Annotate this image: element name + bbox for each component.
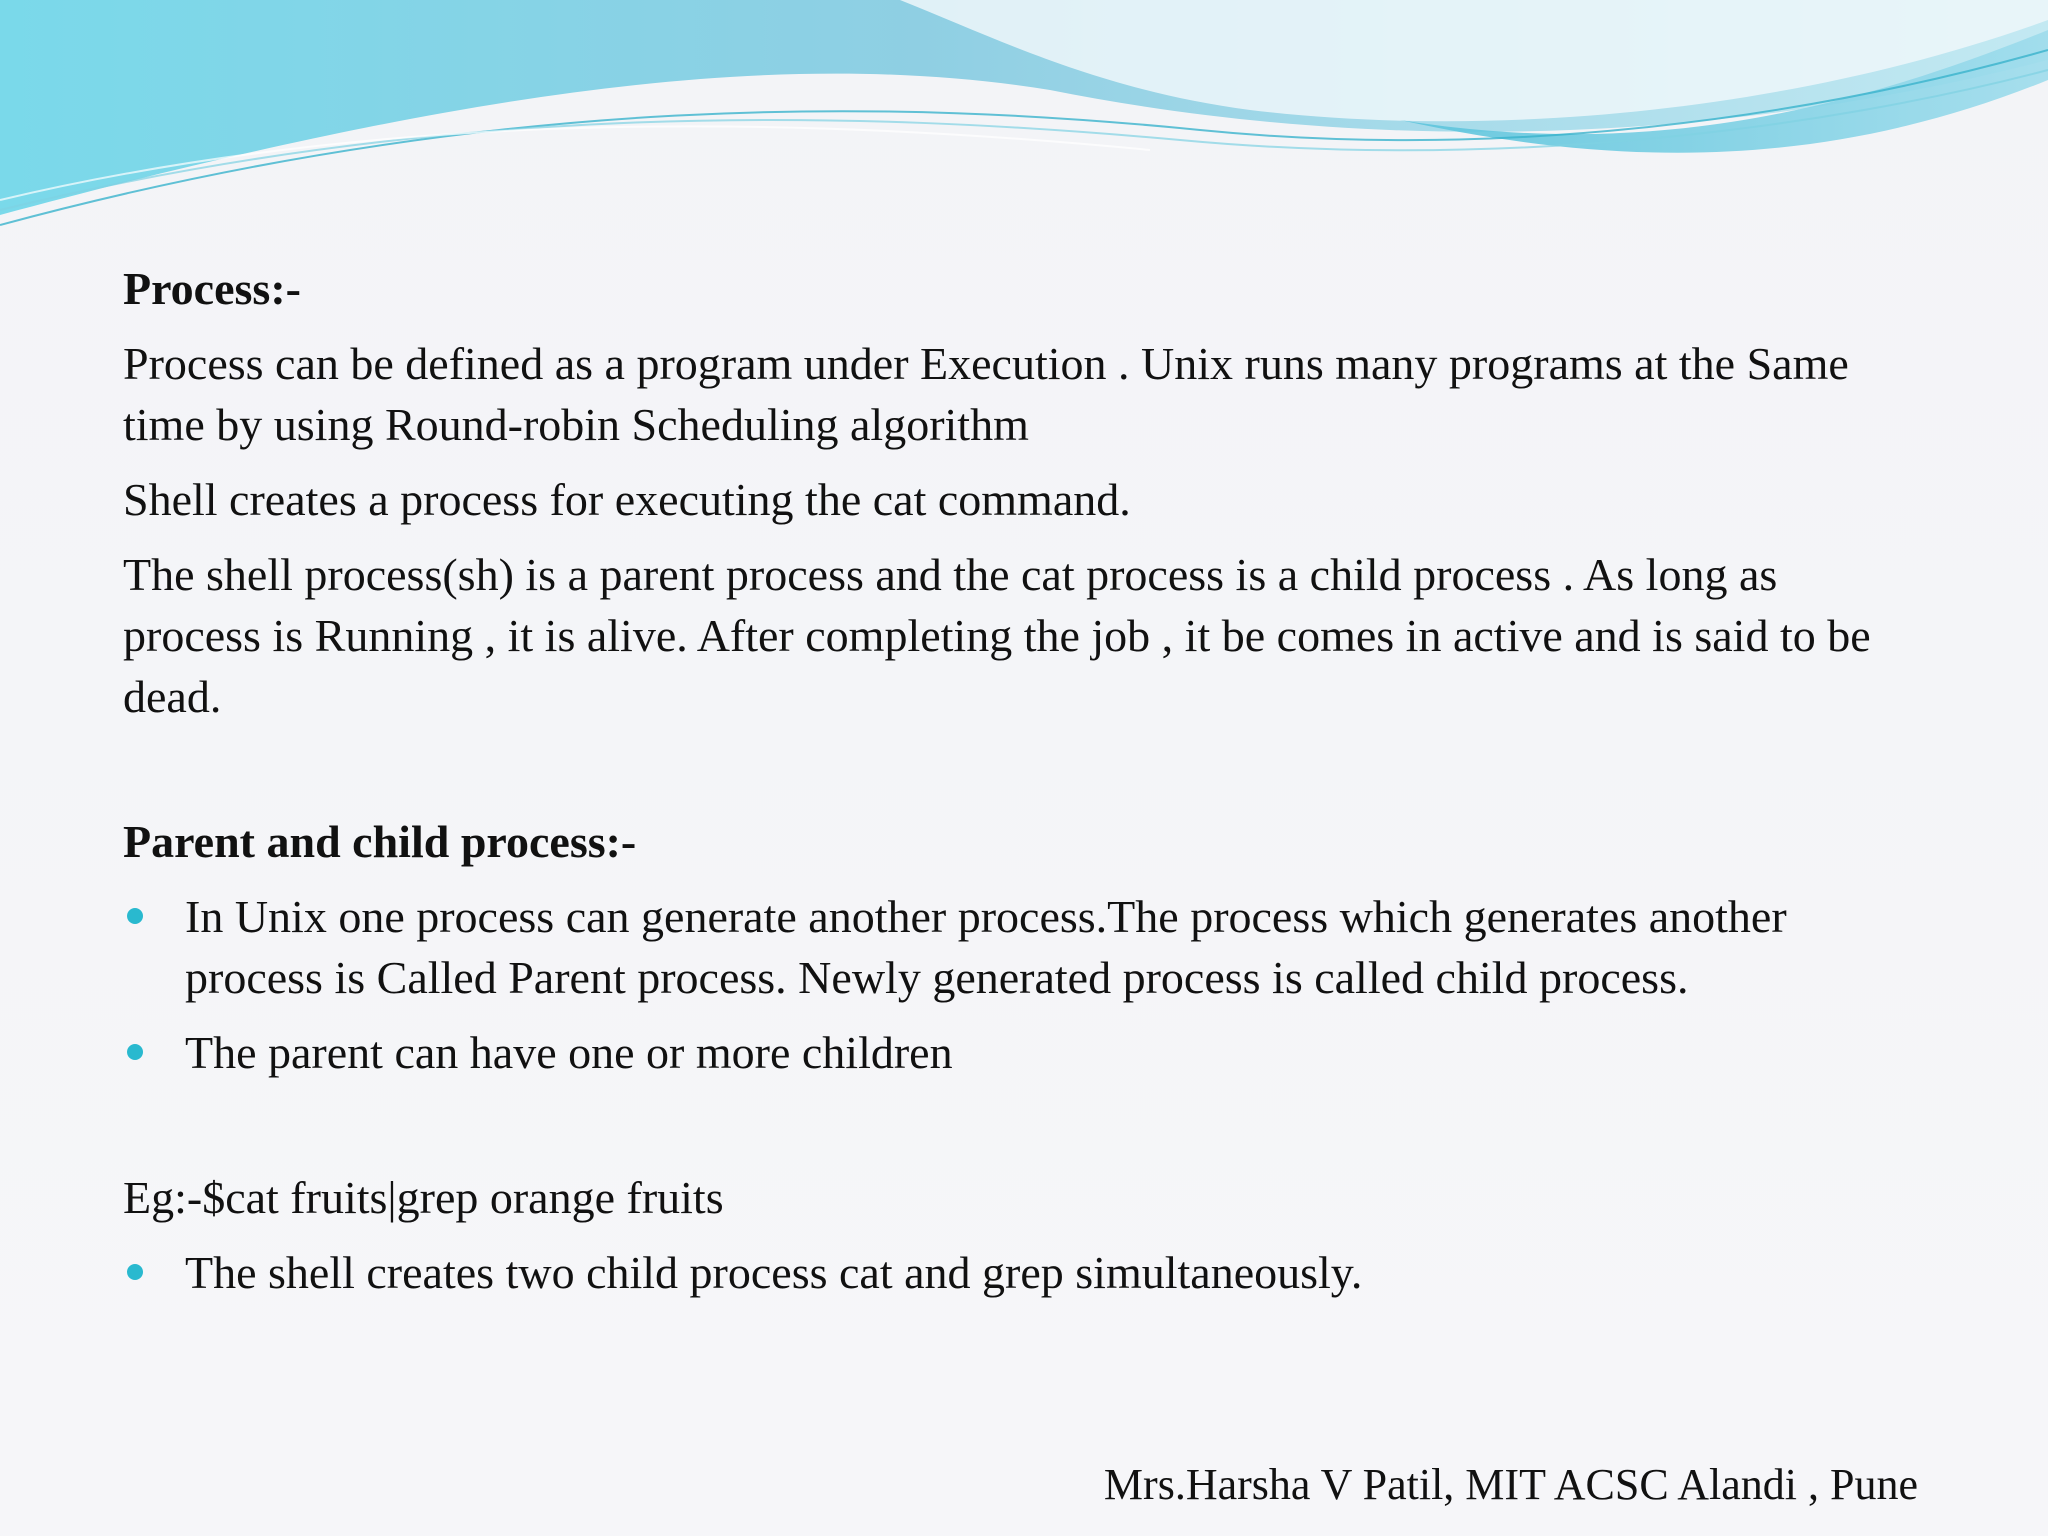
bullet-text: The parent can have one or more children <box>185 1027 953 1078</box>
section-heading-process: Process:- <box>123 263 301 314</box>
paragraph-shell-creates: Shell creates a process for executing the cat command. <box>123 474 1131 525</box>
paragraph-process-definition: Process can be defined as a program under Execution . Unix runs many programs at the Same time by using Round-robin Scheduling algorithm <box>123 338 1849 450</box>
example-command: Eg:-$cat fruits|grep orange fruits <box>123 1172 724 1223</box>
bullet-dot-icon <box>127 1044 143 1060</box>
bullet-dot-icon <box>127 908 143 924</box>
list-item <box>123 1022 1923 1083</box>
slide-content <box>123 258 1923 1303</box>
bullet-list-parent-child <box>123 886 1923 1083</box>
header-wave-decoration <box>0 0 2048 240</box>
section-heading-parent-child: Parent and child process:- <box>123 816 637 867</box>
paragraph-parent-child-lifecycle: The shell process(sh) is a parent process and the cat process is a child process . As long as process is Running , it is alive. After completing the job , it be comes in active and is said to be dead. <box>123 549 1871 722</box>
bullet-text: The shell creates two child process cat and grep simultaneously. <box>185 1247 1363 1298</box>
bullet-dot-icon <box>127 1264 143 1280</box>
list-item <box>123 886 1923 1008</box>
bullet-list-example <box>123 1242 1923 1303</box>
list-item <box>123 1242 1923 1303</box>
bullet-text: In Unix one process can generate another process.The process which generates another process is Called Parent process. Newly generated process is called child process. <box>185 891 1787 1003</box>
footer-author: Mrs.Harsha V Patil, MIT ACSC Alandi , Pune <box>1103 1460 1918 1509</box>
